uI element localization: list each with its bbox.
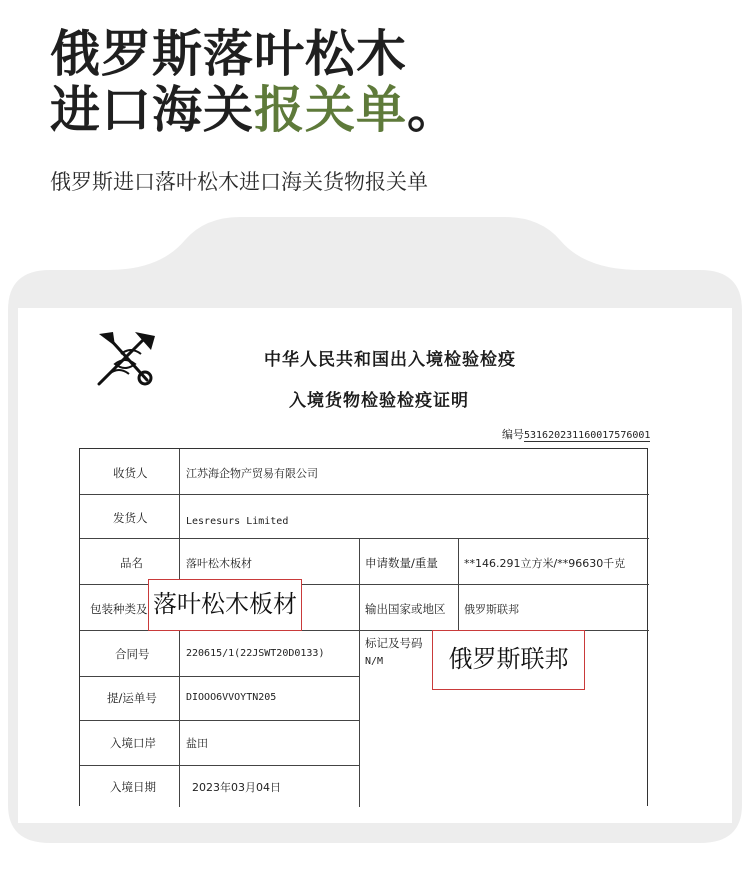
contract-label: 合同号 (115, 647, 150, 661)
headline-accent: 报关单 (254, 81, 407, 139)
origin-value: 俄罗斯联邦 (464, 603, 519, 616)
headline-line-2-suffix: 。 (407, 81, 458, 139)
bill-value: DIOOO6VVOYTN205 (186, 692, 277, 703)
consignee-value: 江苏海企物产贸易有限公司 (186, 467, 318, 480)
row-divider (80, 538, 649, 539)
row-divider (80, 720, 359, 721)
consignor-value: Lesresurs Limited (186, 516, 289, 527)
product-value: 落叶松木板材 (186, 557, 252, 570)
headline-line-1: 俄罗斯落叶松木 (50, 25, 407, 83)
bill-label: 提/运单号 (107, 691, 157, 705)
marks-value: N/M (365, 656, 384, 667)
product-label: 品名 (120, 556, 143, 570)
marks-label: 标记及号码 (365, 636, 423, 650)
headline-line-2-prefix: 进口海关 (50, 81, 254, 139)
quantity-label: 申请数量/重量 (365, 556, 438, 570)
origin-label: 输出国家或地区 (365, 602, 446, 616)
product-callout: 落叶松木板材 (148, 579, 302, 631)
row-divider (80, 765, 359, 766)
serial-label: 编号 (502, 428, 524, 441)
port-value: 盐田 (186, 737, 208, 750)
subtitle: 俄罗斯进口落叶松木进口海关货物报关单 (50, 170, 428, 194)
row-divider (80, 494, 649, 495)
headline (50, 26, 458, 138)
certificate-title: 中华人民共和国出入境检验检疫 (264, 350, 516, 370)
col-divider (458, 538, 459, 630)
consignee-label: 收货人 (113, 466, 148, 480)
serial-number (502, 426, 650, 442)
quantity-value: **146.291立方米/**96630千克 (464, 557, 626, 570)
consignor-label: 发货人 (113, 511, 148, 525)
col-divider (359, 538, 360, 807)
serial-value: 531620231160017576001 (524, 430, 651, 441)
row-divider (80, 676, 359, 677)
origin-callout: 俄罗斯联邦 (432, 630, 585, 690)
contract-value: 220615/1(22JSWT20D0133) (186, 648, 325, 659)
date-label: 入境日期 (110, 780, 156, 794)
port-label: 入境口岸 (110, 736, 156, 750)
packaging-label: 包装种类及 (90, 602, 148, 616)
headline-line-2 (50, 82, 458, 138)
date-value: 2023年03月04日 (192, 781, 281, 794)
certificate-subtitle: 入境货物检验检疫证明 (289, 391, 469, 411)
